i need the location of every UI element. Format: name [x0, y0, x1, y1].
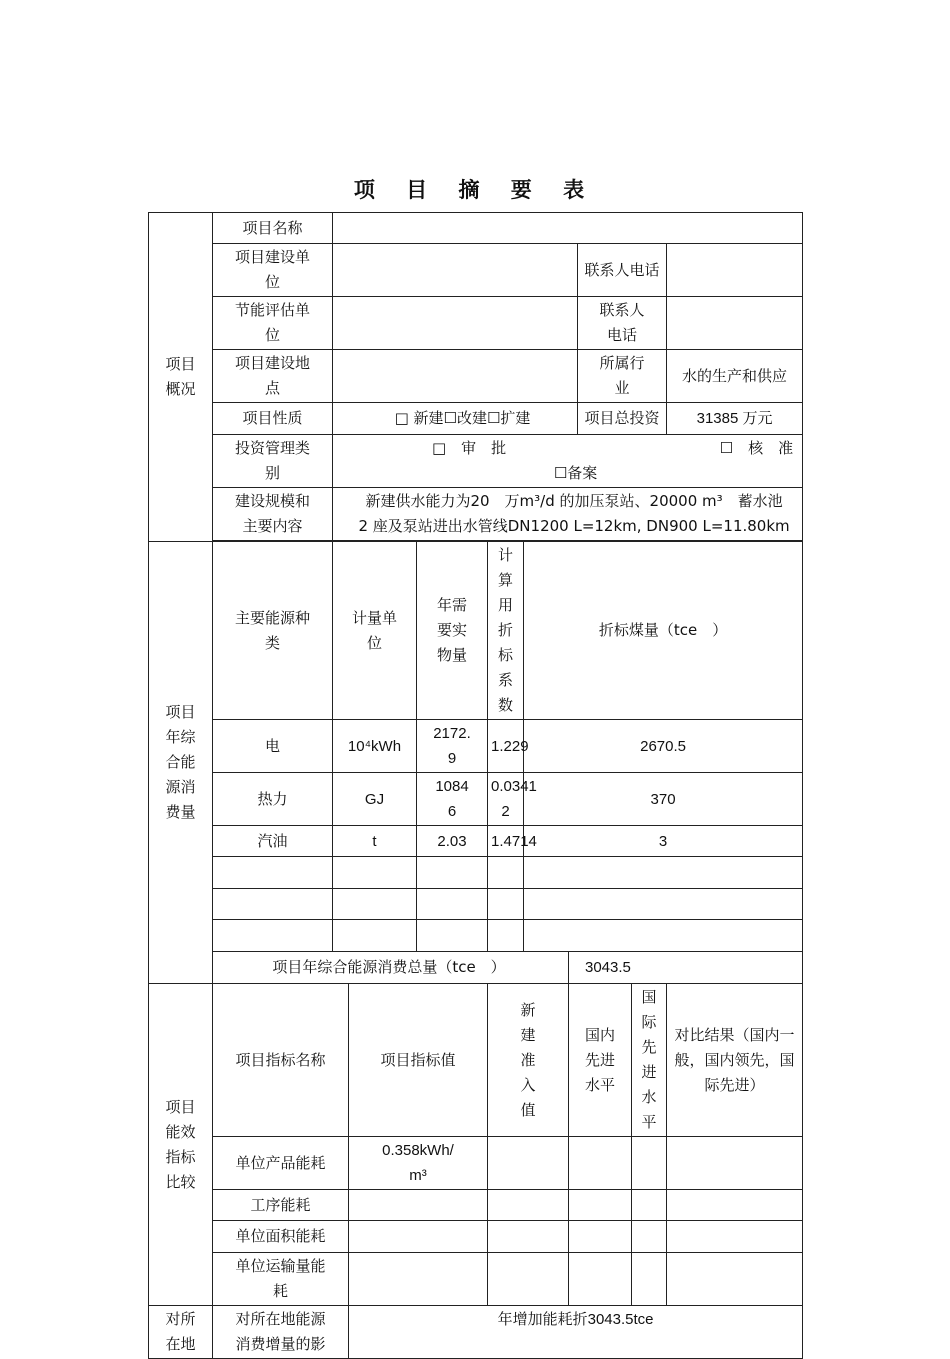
scale-value[interactable]	[333, 488, 803, 541]
efficiency-row-international[interactable]	[632, 1190, 667, 1221]
energy-row-quantity: 1084 6	[417, 773, 488, 826]
efficiency-row-value[interactable]	[349, 1190, 488, 1221]
efficiency-header-domestic: 国内 先进 水平	[569, 984, 632, 1137]
energy-row-coefficient: 0.0341 2	[488, 773, 524, 826]
scale-value-line2: 2 座及泵站进出水管线DN1200 L=12km, DN900 L=11.80km	[358, 517, 790, 535]
page-title: 项 目 摘 要 表	[353, 178, 597, 202]
efficiency-row-result[interactable]	[667, 1221, 803, 1253]
impact-label: 对所在地能源 消费增量的影	[213, 1306, 349, 1359]
efficiency-row-name: 工序能耗	[213, 1190, 349, 1221]
assessor-value[interactable]	[333, 297, 578, 350]
energy-row-unit: GJ	[333, 773, 417, 826]
mgmt-approve-checkbox[interactable]: □ 审 批	[432, 439, 507, 457]
nature-label: 项目性质	[213, 403, 333, 435]
mgmt-record-checkbox[interactable]: ☐备案	[553, 464, 598, 482]
mgmt-verify-checkbox[interactable]: ☐ 核 准	[719, 439, 794, 457]
assessor-contact-label: 联系人 电话	[578, 297, 667, 350]
energy-row-unit[interactable]	[333, 920, 417, 952]
energy-row-quantity[interactable]	[417, 920, 488, 952]
builder-label: 项目建设单 位	[213, 244, 333, 297]
efficiency-row-value[interactable]	[349, 1253, 488, 1306]
efficiency-row-name: 单位产品能耗	[213, 1137, 349, 1190]
investment-label: 项目总投资	[578, 403, 667, 435]
efficiency-header-new-entry: 新 建 准 入 值	[488, 984, 569, 1137]
impact-section-label: 对所 在地	[149, 1306, 213, 1359]
overview-section-label: 项目 概况	[149, 213, 213, 542]
efficiency-row-result[interactable]	[667, 1137, 803, 1190]
efficiency-header-name: 项目指标名称	[213, 984, 349, 1137]
builder-contact-label: 联系人电话	[578, 244, 667, 297]
energy-row-quantity[interactable]	[417, 889, 488, 920]
energy-row-tce: 2670.5	[524, 720, 803, 773]
energy-row-unit: t	[333, 826, 417, 857]
project-summary-table	[148, 212, 803, 1359]
efficiency-row-name: 单位面积能耗	[213, 1221, 349, 1253]
energy-row-tce[interactable]	[524, 889, 803, 920]
scale-value-line1: 新建供水能力为20 万m³/d 的加压泵站、20000 m³ 蓄水池	[365, 492, 783, 510]
builder-contact-value[interactable]	[667, 244, 803, 297]
energy-row-type: 电	[213, 720, 333, 773]
energy-row-quantity: 2172. 9	[417, 720, 488, 773]
assessor-contact-value[interactable]	[667, 297, 803, 350]
investment-value[interactable]: 31385 万元	[667, 403, 803, 435]
efficiency-row-international[interactable]	[632, 1253, 667, 1306]
builder-value[interactable]	[333, 244, 578, 297]
efficiency-header-international: 国 际 先 进 水 平	[632, 984, 667, 1137]
efficiency-row-new-entry[interactable]	[488, 1221, 569, 1253]
efficiency-row-domestic[interactable]	[569, 1253, 632, 1306]
energy-row-type[interactable]	[213, 889, 333, 920]
efficiency-header-result: 对比结果（国内一 般，国内领先，国 际先进）	[667, 984, 803, 1137]
efficiency-row-domestic[interactable]	[569, 1137, 632, 1190]
mgmt-type-label: 投资管理类 别	[213, 435, 333, 488]
energy-total-value: 3043.5	[569, 952, 803, 984]
energy-row-tce[interactable]	[524, 920, 803, 952]
project-name-value[interactable]	[333, 213, 803, 244]
efficiency-row-domestic[interactable]	[569, 1221, 632, 1253]
energy-header-coefficient: 计算用 折标系 数	[488, 542, 524, 720]
energy-row-quantity: 2.03	[417, 826, 488, 857]
energy-row-type: 热力	[213, 773, 333, 826]
energy-row-unit[interactable]	[333, 857, 417, 889]
efficiency-row-new-entry[interactable]	[488, 1190, 569, 1221]
scale-label: 建设规模和 主要内容	[213, 488, 333, 541]
location-value[interactable]	[333, 350, 578, 403]
assessor-label: 节能评估单 位	[213, 297, 333, 350]
efficiency-row-value[interactable]	[349, 1221, 488, 1253]
efficiency-row-international[interactable]	[632, 1221, 667, 1253]
energy-total-label: 项目年综合能源消费总量（tce ）	[213, 952, 569, 984]
energy-row-coefficient[interactable]	[488, 920, 524, 952]
mgmt-type-options[interactable]	[333, 435, 803, 488]
energy-row-tce: 370	[524, 773, 803, 826]
efficiency-row-result[interactable]	[667, 1253, 803, 1306]
energy-row-coefficient[interactable]	[488, 857, 524, 889]
efficiency-row-domestic[interactable]	[569, 1190, 632, 1221]
energy-header-quantity: 年需 要实 物量	[417, 542, 488, 720]
energy-row-unit: 10⁴kWh	[333, 720, 417, 773]
energy-row-type[interactable]	[213, 857, 333, 889]
efficiency-row-name: 单位运输量能 耗	[213, 1253, 349, 1306]
location-label: 项目建设地 点	[213, 350, 333, 403]
energy-row-tce[interactable]	[524, 857, 803, 889]
efficiency-row-new-entry[interactable]	[488, 1137, 569, 1190]
efficiency-section-label: 项目 能效 指标 比较	[149, 984, 213, 1306]
efficiency-row-international[interactable]	[632, 1137, 667, 1190]
impact-value[interactable]: 年增加能耗折3043.5tce	[349, 1306, 803, 1359]
project-name-label: 项目名称	[213, 213, 333, 244]
energy-row-quantity[interactable]	[417, 857, 488, 889]
industry-label: 所属行 业	[578, 350, 667, 403]
efficiency-row-result[interactable]	[667, 1190, 803, 1221]
energy-row-type: 汽油	[213, 826, 333, 857]
nature-value[interactable]: □ 新建☐改建☐扩建	[333, 403, 578, 435]
energy-header-type: 主要能源种 类	[213, 542, 333, 720]
efficiency-row-new-entry[interactable]	[488, 1253, 569, 1306]
energy-row-coefficient[interactable]	[488, 889, 524, 920]
energy-row-tce: 3	[524, 826, 803, 857]
energy-row-type[interactable]	[213, 920, 333, 952]
energy-row-coefficient: 1.4714	[488, 826, 524, 857]
efficiency-row-value[interactable]: 0.358kWh/ m³	[349, 1137, 488, 1190]
energy-row-coefficient: 1.229	[488, 720, 524, 773]
efficiency-header-value: 项目指标值	[349, 984, 488, 1137]
energy-row-unit[interactable]	[333, 889, 417, 920]
industry-value[interactable]: 水的生产和供应	[667, 350, 803, 403]
energy-header-unit: 计量单 位	[333, 542, 417, 720]
energy-header-tce: 折标煤量（tce ）	[524, 542, 803, 720]
energy-section-label: 项目 年综 合能 源消 费量	[149, 542, 213, 984]
